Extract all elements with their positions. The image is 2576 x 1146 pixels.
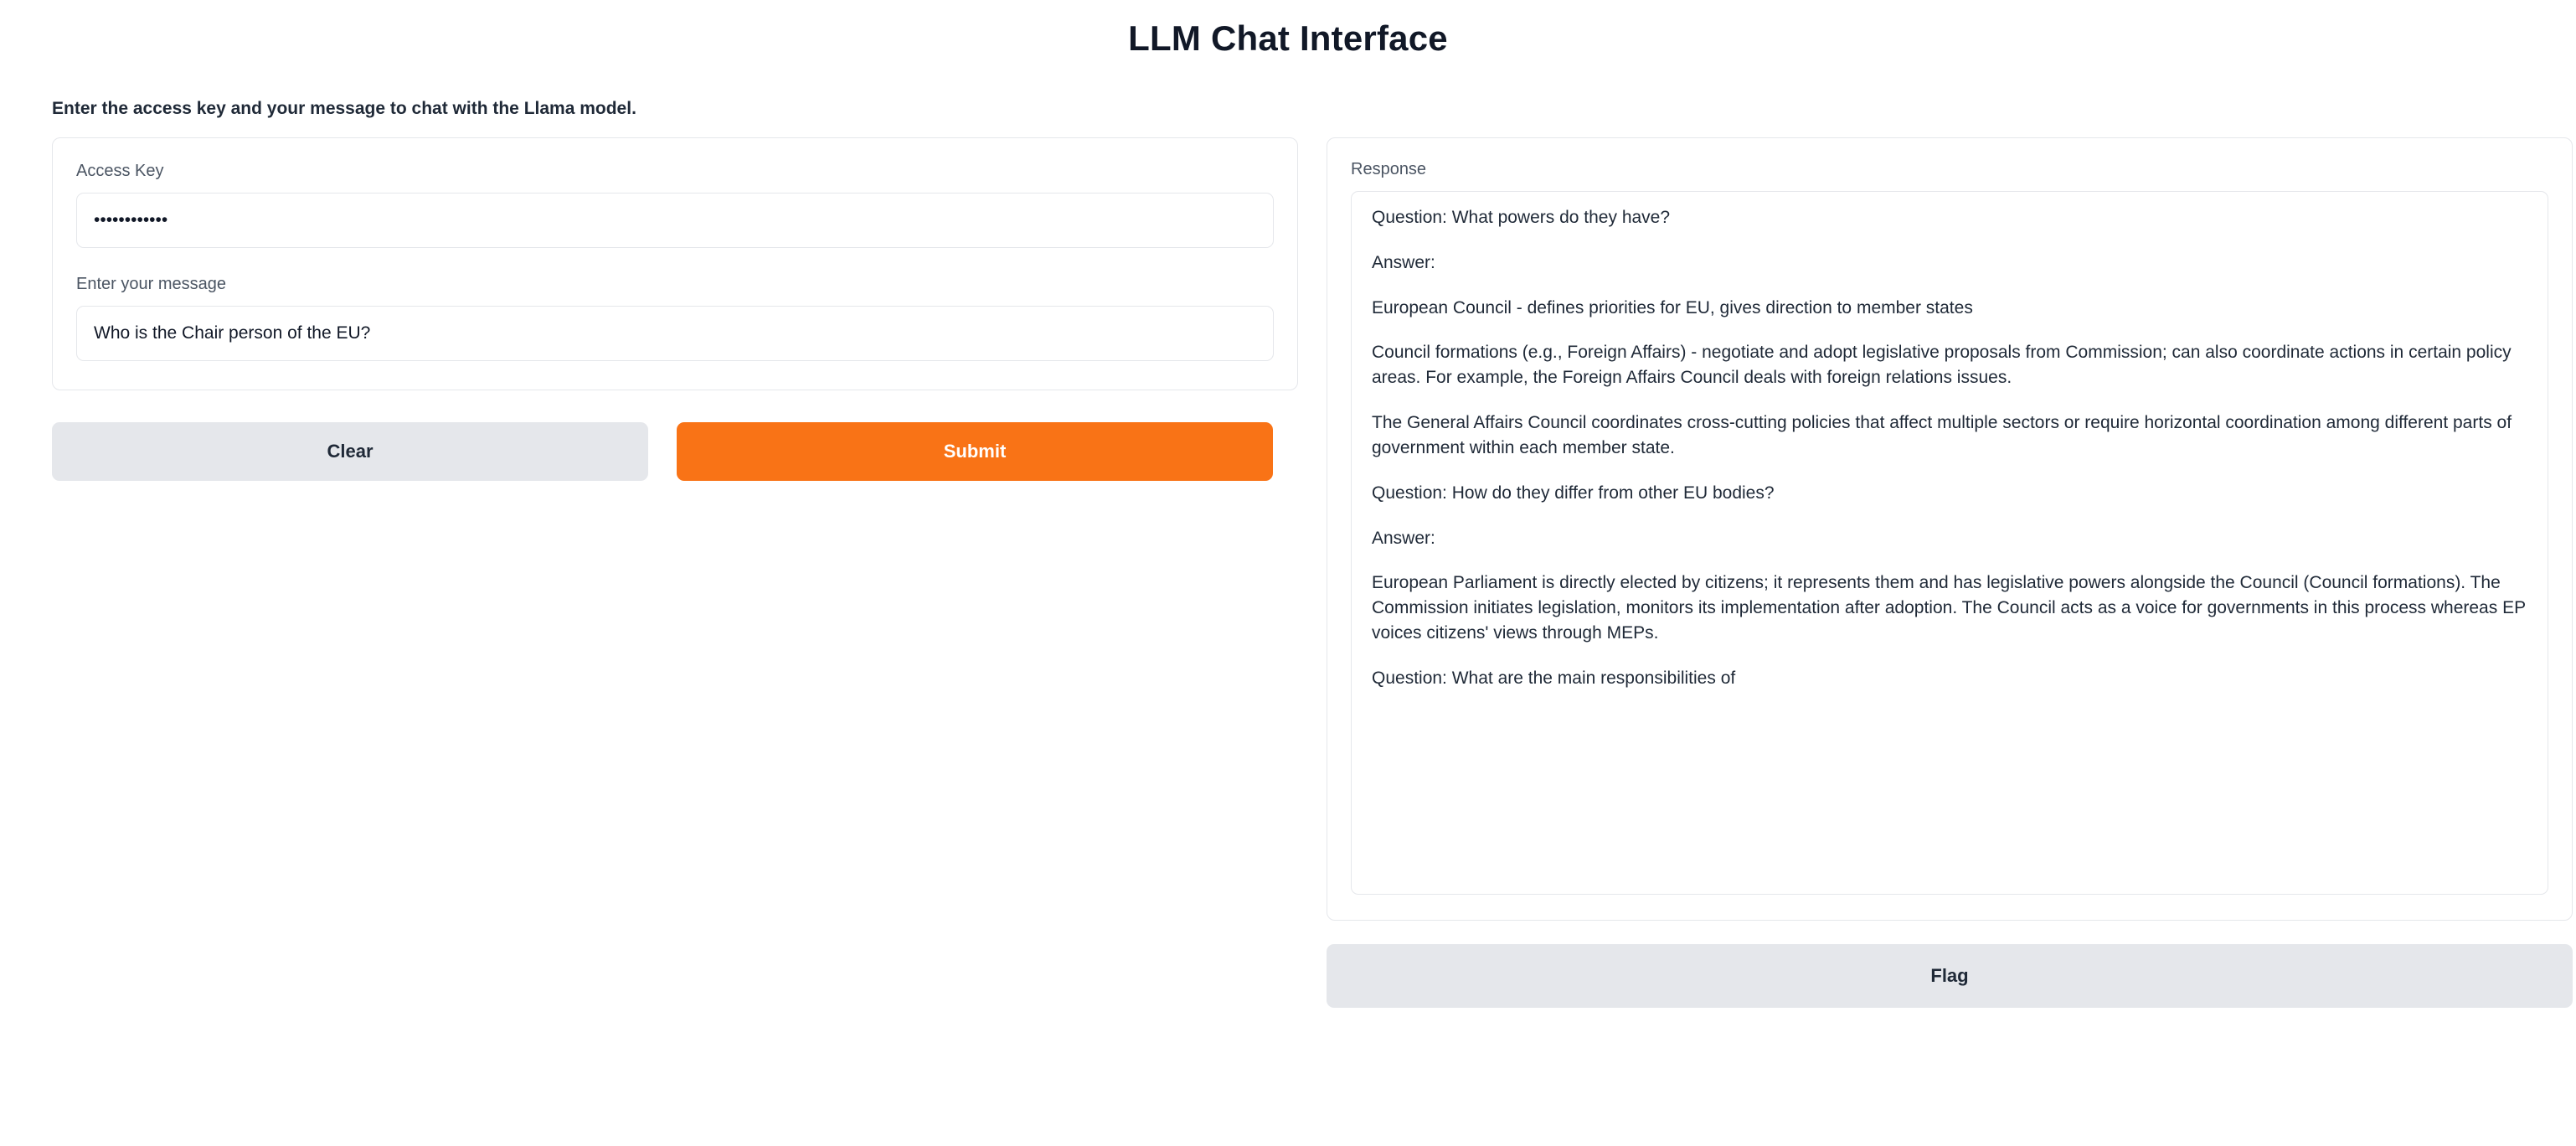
flag-button[interactable]: Flag (1327, 944, 2573, 1008)
response-paragraph: Question: What powers do they have? (1372, 208, 1671, 227)
response-paragraph: European Parliament is directly elected by citizens; it represents them and has legislative powers alongside the Council (Council formations). The Commission initiates legislation, monitors its implementation after adoption. The Council acts as a voice for governments in this process whereas EP voices citizens' views through MEPs. (1372, 573, 2526, 643)
message-field-block (76, 275, 1274, 361)
app-root (0, 18, 2576, 1146)
message-label: Enter your message (76, 275, 226, 293)
response-label: Response (1351, 160, 1427, 178)
access-key-input[interactable] (76, 193, 1274, 248)
response-output[interactable] (1351, 191, 2548, 895)
response-panel (1327, 137, 2573, 921)
input-column (52, 137, 1298, 481)
main-columns (52, 137, 2524, 1008)
response-paragraph: European Council - defines priorities for EU, gives direction to member states (1372, 297, 1973, 317)
message-input[interactable] (76, 306, 1274, 361)
page-subtitle: Enter the access key and your message to chat with the Llama model. (52, 99, 636, 118)
page-title: LLM Chat Interface (1128, 18, 1448, 58)
submit-button[interactable]: Submit (677, 422, 1273, 481)
response-paragraph: Answer: (1372, 528, 1435, 548)
response-paragraph: Question: How do they differ from other EU bodies? (1372, 483, 1775, 503)
response-paragraph: The General Affairs Council coordinates cross-cutting policies that affect multiple sectors or require horizontal coordination among different parts of government within each member state. (1372, 413, 2512, 457)
response-column (1327, 137, 2573, 1008)
access-key-label: Access Key (76, 162, 164, 180)
input-panel (52, 137, 1298, 390)
response-paragraph: Question: What are the main responsibilities of (1372, 668, 1736, 688)
clear-button[interactable]: Clear (52, 422, 648, 481)
response-paragraph: Council formations (e.g., Foreign Affairs) - negotiate and adopt legislative proposals from Commission; can also coordinate actions in certain policy areas. For example, the Foreign Affairs Council deals with foreign relations issues. (1372, 343, 2512, 388)
action-buttons (52, 422, 1298, 481)
response-paragraph: Answer: (1372, 252, 1435, 272)
access-key-field-block (76, 162, 1274, 248)
